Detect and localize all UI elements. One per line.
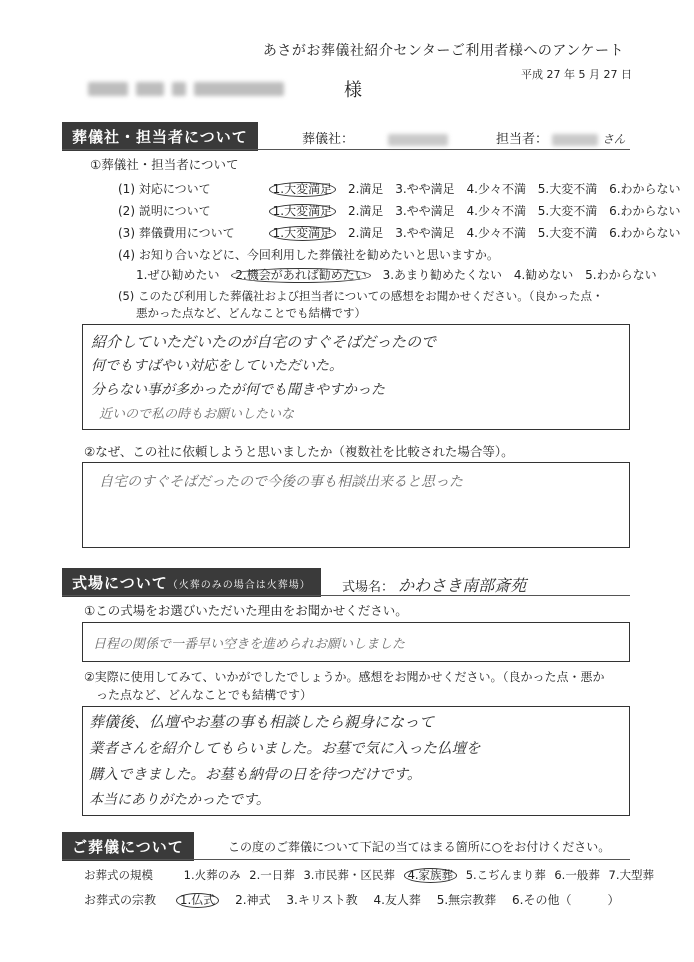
staff-suffix: さん xyxy=(602,132,626,146)
funeral-religion-row xyxy=(84,891,619,908)
recommend-options xyxy=(136,266,665,283)
rating-num: (3) xyxy=(118,226,135,240)
rating-option[interactable]: 2.満足 xyxy=(347,182,384,196)
handwritten-line: 何でもすばやい対応をしていただいた。 xyxy=(91,358,343,374)
rating-row-2 xyxy=(118,202,689,219)
handwritten-line: 葬儀後、仏壇やお墓の事も相談したら親身になって xyxy=(89,713,435,731)
answer-box-venue-reason[interactable] xyxy=(82,622,630,662)
question-5-line2: 悪かった点など、どんなことでも結構です） xyxy=(136,306,366,320)
honorific-sama: 様 xyxy=(344,80,362,101)
recommend-option[interactable]: 4.勧めない xyxy=(513,268,574,282)
rating-num: (2) xyxy=(118,204,135,218)
handwritten-line: 自宅のすぐそばだったので今後の事も相談出来ると思った xyxy=(99,474,463,490)
rating-row-1 xyxy=(118,180,689,197)
religion-option[interactable]: 4.友人葬 xyxy=(373,893,421,907)
recommend-option[interactable]: 3.あまり勧めたくない xyxy=(382,268,503,282)
religion-option-selected[interactable]: 1.仏式 xyxy=(176,893,219,908)
funeral-scale-label: お葬式の規模 xyxy=(84,868,153,882)
section-venue xyxy=(62,568,321,597)
section-venue-note: （火葬のみの場合は火葬場） xyxy=(167,580,311,591)
company-name-redacted xyxy=(388,134,448,146)
question-venue-impression-line1: ②実際に使用してみて、いかがでしたでしょうか。感想をお聞かせください。（良かった点・悪か xyxy=(84,670,605,684)
question-venue-impression-line2: った点など、どんなことでも結構です） xyxy=(96,688,313,702)
religion-option[interactable]: 5.無宗教葬 xyxy=(436,893,497,907)
divider xyxy=(62,149,630,150)
rating-label: 対応について xyxy=(138,182,211,196)
rating-option[interactable]: 6.わからない xyxy=(609,226,681,240)
rating-option[interactable]: 2.満足 xyxy=(347,226,384,240)
religion-option[interactable]: 6.その他（ ） xyxy=(512,893,620,907)
recommend-option-selected[interactable]: 2.機会があれば勧めたい xyxy=(231,268,370,283)
question-2-reason: ②なぜ、この社に依頼しようと思いましたか（複数社を比較された場合等）。 xyxy=(84,444,514,459)
scale-option[interactable]: 5.こぢんまり葬 xyxy=(465,868,546,882)
handwritten-line: 購入できました。お墓も納骨の日を待つだけです。 xyxy=(89,767,422,783)
rating-option[interactable]: 2.満足 xyxy=(347,204,384,218)
rating-row-3 xyxy=(118,224,689,241)
rating-option[interactable]: 6.わからない xyxy=(609,182,681,196)
rating-option[interactable]: 3.やや満足 xyxy=(395,182,455,196)
divider xyxy=(62,859,630,860)
survey-title: あさがお葬儀社紹介センターご利用者様へのアンケート xyxy=(262,43,624,59)
handwritten-line: 本当にありがたかったです。 xyxy=(89,792,270,808)
rating-option[interactable]: 5.大変不満 xyxy=(537,204,598,218)
rating-option-selected[interactable]: 1.大変満足 xyxy=(269,182,336,197)
answer-box-reason[interactable] xyxy=(82,462,630,548)
section-funeral: ご葬儀について xyxy=(62,832,194,861)
rating-option[interactable]: 3.やや満足 xyxy=(395,226,455,240)
funeral-religion-label: お葬式の宗教 xyxy=(84,893,157,907)
religion-option[interactable]: 2.神式 xyxy=(235,893,271,907)
rating-label: 葬儀費用について xyxy=(138,226,235,240)
rating-option-selected[interactable]: 1.大変満足 xyxy=(269,204,336,219)
rating-option[interactable]: 5.大変不満 xyxy=(537,226,598,240)
staff-label: 担当者： xyxy=(496,132,549,147)
recommend-option[interactable]: 5.わからない xyxy=(585,268,657,282)
handwritten-line: 分らない事が多かったが何でも聞きやすかった xyxy=(91,382,385,398)
question-5-line1: (5) このたび利用した葬儀社および担当者についての感想をお聞かせください。（良かった点・ xyxy=(118,289,604,303)
section-venue-label: 式場について xyxy=(72,574,168,592)
staff-name-redacted xyxy=(552,134,598,146)
rating-num: (1) xyxy=(118,182,135,196)
rating-option[interactable]: 5.大変不満 xyxy=(537,182,598,196)
scale-option[interactable]: 7.大型葬 xyxy=(608,868,654,882)
rating-option[interactable]: 4.少々不満 xyxy=(466,226,526,240)
customer-name-redacted xyxy=(88,82,284,96)
rating-option[interactable]: 4.少々不満 xyxy=(466,182,526,196)
section-funeral-company: 葬儀社・担当者について xyxy=(62,122,258,151)
question-1: ①葬儀社・担当者について xyxy=(90,157,239,172)
survey-date: 平成 27 年 5 月 27 日 xyxy=(521,68,632,81)
religion-option[interactable]: 3.キリスト教 xyxy=(286,893,358,907)
company-label: 葬儀社： xyxy=(302,132,355,147)
rating-option[interactable]: 4.少々不満 xyxy=(466,204,526,218)
scale-option[interactable]: 6.一般葬 xyxy=(554,868,600,882)
scale-option-selected[interactable]: 4.家族葬 xyxy=(404,868,457,883)
question-4: (4) お知り合いなどに、今回利用した葬儀社を勧めたいと思いますか。 xyxy=(118,248,499,262)
recommend-option[interactable]: 1.ぜひ勧めたい xyxy=(136,268,220,282)
question-venue-reason: ①この式場をお選びいただいた理由をお聞かせください。 xyxy=(84,603,408,618)
rating-label: 説明について xyxy=(138,204,211,218)
handwritten-line: 業者さんを紹介してもらいました。お墓で気に入った仏壇を xyxy=(89,741,481,757)
rating-option[interactable]: 3.やや満足 xyxy=(395,204,455,218)
scale-option[interactable]: 2.一日葬 xyxy=(249,868,295,882)
rating-option[interactable]: 6.わからない xyxy=(609,204,681,218)
handwritten-line: 近いので私の時もお願いしたいな xyxy=(99,407,295,422)
handwritten-line: 日程の関係で一番早い空きを進められお願いしました xyxy=(93,637,406,652)
handwritten-line: 紹介していただいたのが自宅のすぐそばだったので xyxy=(91,333,437,351)
venue-name: かわさき南部斎苑 xyxy=(398,576,527,595)
answer-box-venue-impression[interactable] xyxy=(82,706,630,816)
venue-label: 式場名： xyxy=(342,580,395,595)
funeral-scale-row xyxy=(84,867,654,883)
scale-option[interactable]: 1.火葬のみ xyxy=(183,868,241,882)
instruction-text: この度のご葬儀について下記の当てはまる箇所に○をお付けください。 xyxy=(228,840,611,854)
rating-option-selected[interactable]: 1.大変満足 xyxy=(269,226,336,241)
answer-box-impressions[interactable] xyxy=(82,324,630,430)
scale-option[interactable]: 3.市民葬・区民葬 xyxy=(303,868,395,882)
